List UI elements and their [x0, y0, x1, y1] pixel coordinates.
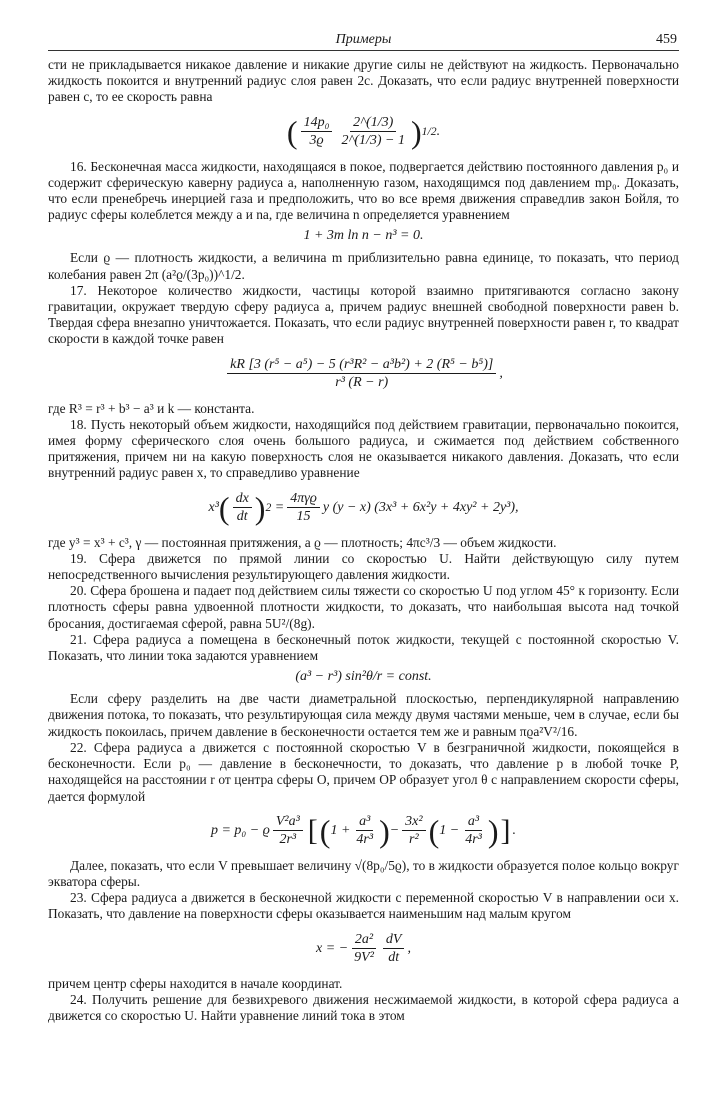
- page-number: 459: [656, 32, 677, 47]
- problem-23-continued: причем центр сферы находится в начале координат.: [48, 975, 343, 991]
- equation-23: x = − $\frac{\text{2a²}}{\text{9V²}}$ $\frac{dV}{dt}$ ,: [316, 932, 411, 966]
- eq3-denominator: r³ (R − r): [335, 375, 389, 391]
- problem-19: 19. Сфера движется по прямой линии со скоростью U. Найти действующую силу путем непосредственного вычисления результирующего давления жидкости.: [48, 550, 679, 583]
- problem-22-continued: Далее, показать, что если V превышает величину √(8p₀/5ϱ), то в жидкости образуется полое кольцо вокруг экватора сферы.: [48, 857, 679, 889]
- eq7-lhs: x = −: [316, 940, 349, 956]
- eq4-frac-den: dt: [236, 509, 248, 525]
- running-head-title: Примеры: [335, 32, 392, 47]
- equation-velocity: ( $\frac{\text{14p₀}}{3ϱ}$ $\frac{2\^{}(1/3)}{2\^{}(1/3) - 1}$ ) 1/2 .: [286, 113, 441, 150]
- problem-23: 23. Сфера радиуса a движется в бесконечной жидкости с переменной скоростью V в направлении оси x. Показать, что давление на поверхности сферы оказывается наименьшим над малым кругом: [48, 890, 679, 922]
- problem-24: 24. Получить решение для безвихревого движения несжимаемой жидкости, в которой сфера радиуса a движется со скоростью U. Найти уравнение линий тока в этом: [48, 991, 679, 1023]
- eq4-frac-num: dx: [233, 490, 252, 508]
- running-head: [48, 30, 679, 51]
- eq6-lhs: p = p₀ − ϱ: [210, 822, 270, 838]
- eq6-frac3-num: 3x²: [402, 813, 425, 831]
- equation-17: $\frac{\text{kR [3 (r⁵ − a⁵) − 5 (r³R² − a³b²) + 2 (R⁵ − b⁵)]}}{\text{r³ (R − r)}}$ ,: [48, 352, 679, 396]
- equation-18: x³ ( $\frac{dx}{dt}$ ) 2 = $\frac{\text{4πγϱ}}{15}$ y (y − x) (3x³ + 6x²y + 4xy² + 2y³),: [208, 489, 519, 526]
- eq4-left: x³: [208, 499, 219, 515]
- problem-21-continued: Если сферу разделить на две части диаметральной плоскостью, перпендикулярной направлению движения потока, то показать, что результирующая сила между двумя частями меньше, чем в случае, если бы жидкость покоилась, причем давление в бесконечности остается тем же и равным πϱa²V²/16.: [48, 691, 679, 739]
- eq7-num2: dV: [383, 931, 405, 949]
- eq4-coef-num: 4πγϱ: [287, 490, 320, 508]
- eq6-frac4-den: 4r³: [465, 832, 482, 848]
- eq1-exponent: 1/2: [421, 124, 437, 138]
- problem-18: 18. Пусть некоторый объем жидкости, находящийся под действием гравитации, первоначально покоится, имея форму сферического слоя очень большого радиуса, и сжимается под действием собственного притяжения, причем ни на какую поверхность слоя не оказывается никакого давления. Доказать, что если внутренний радиус равен x, то справедливо уравнение: [48, 416, 679, 481]
- book-page: [48, 30, 679, 1024]
- eq7-num: 2a²: [352, 931, 376, 949]
- equation-21: (a³ − r³) sin²θ/r = const.: [295, 669, 432, 685]
- eq6-frac4-num: a³: [465, 813, 482, 831]
- equation-22: p = p₀ − ϱ $\frac{\text{V²a³}}{\text{2r³}}$ [ ( 1 + $\frac{\text{a³}}{\text{4r³}}$ ) − $\frac{\text{3x²}}{\text{r²}}$ ( 1 − $\frac{\text{a³}}{\text{4r³}}$ ) ] .: [210, 812, 517, 849]
- problem-17: 17. Некоторое количество жидкости, частицы которой взаимно притягиваются согласно закону гравитации, окружает твердую сферу радиуса a, причем радиус внешней свободной поверхности равен b. Твердая сфера внезапно уничтожается. Показать, что если радиус внутренней поверхности равен r, то квадрат скорости в каждой точке равен: [48, 282, 679, 347]
- eq6-frac3-den: r²: [409, 832, 419, 848]
- eq6-frac1-den: 2r³: [279, 832, 297, 848]
- eq7-den2: dt: [388, 950, 400, 966]
- eq1-den-b: 2^(1/3) − 1: [341, 133, 406, 149]
- eq1-num-b: 2^(1/3): [350, 114, 396, 132]
- problem-20: 20. Сфера брошена и падает под действием силы тяжести со скоростью U под углом 45° к горизонту. Если плотность сферы равна удвоенной плотности жидкости, то доказать, что наибольшая высота над точкой бросания, достигаемая сферой, равна 5U²/(8g).: [48, 583, 679, 631]
- equation-16: 1 + 3m ln n − n³ = 0.: [303, 228, 424, 244]
- paragraph-continuation: сти не прикладывается никакое давление и никакие другие силы не действуют на жидкость. Первоначально жидкость покоится и внутренний радиус слоя равен 2c. Доказать, что если радиус внутренней поверхности равен c, то ее скорость равна: [48, 57, 679, 105]
- eq1-den-a: 3ϱ: [309, 133, 324, 149]
- problem-17-where: где R³ = r³ + b³ − a³ и k — константа.: [48, 400, 255, 416]
- problem-16-period: Если ϱ — плотность жидкости, а величина m приблизительно равна единице, то показать, что период колебания равен 2π (a²ϱ/(3p₀))^1/2.: [48, 250, 679, 282]
- eq3-numerator: kR [3 (r⁵ − a⁵) − 5 (r³R² − a³b²) + 2 (R⁵ − b⁵)]: [227, 356, 496, 374]
- eq6-frac2-den: 4r³: [356, 832, 374, 848]
- eq4-right: y (y − x) (3x³ + 6x²y + 4xy² + 2y³),: [322, 499, 519, 515]
- eq1-num-a: 14p₀: [301, 114, 333, 132]
- eq6-frac2-num: a³: [356, 813, 373, 831]
- eq4-coef-den: 15: [296, 509, 311, 525]
- eq7-den: 9V²: [354, 950, 374, 966]
- problem-21: 21. Сфера радиуса a помещена в бесконечный поток жидкости, текущей с постоянной скоростью V. Показать, что линии тока задаются уравнением: [48, 631, 679, 664]
- eq6-frac1-num: V²a³: [273, 813, 303, 831]
- problem-16: 16. Бесконечная масса жидкости, находящаяся в покое, подвергается действию постоянного давления p₀ и содержит сферическую каверну радиуса a, наполненную газом, находящимся под давлением mp₀. Доказать, что если пренебречь инерцией газа и предположить, что во все время движения справедлив закон Бойля, то радиус сферы колеблется между a и na, где величина n определяется уравнением: [48, 158, 679, 223]
- problem-22: 22. Сфера радиуса a движется с постоянной скоростью V в безграничной жидкости, покоящейся в бесконечности. Если p₀ — давление в бесконечности, то доказать, что давление p в любой точке P, находящейся на расстоянии r от центра сферы O, причем OP образует угол θ с направлением скорости сферы, дается формулой: [48, 739, 679, 804]
- problem-18-where: где y³ = x³ + c³, γ — постоянная притяжения, a ϱ — плотность; 4πc³/3 — объем жидкости.: [48, 534, 557, 550]
